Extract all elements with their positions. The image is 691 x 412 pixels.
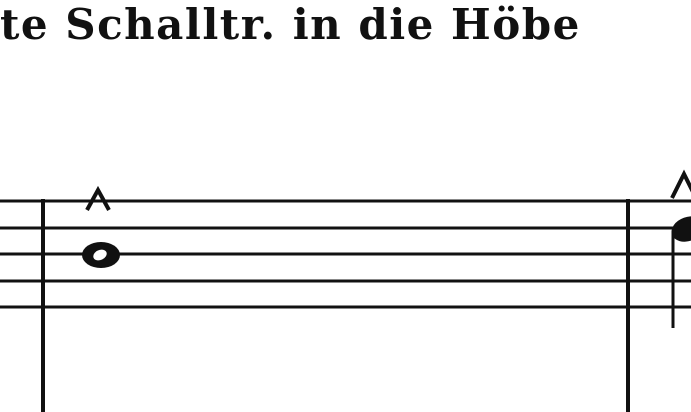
performance-instruction: te Schalltr. in die Höbe (0, 0, 581, 49)
stemmed-note (668, 174, 691, 328)
marcato-accent-icon (672, 174, 691, 198)
